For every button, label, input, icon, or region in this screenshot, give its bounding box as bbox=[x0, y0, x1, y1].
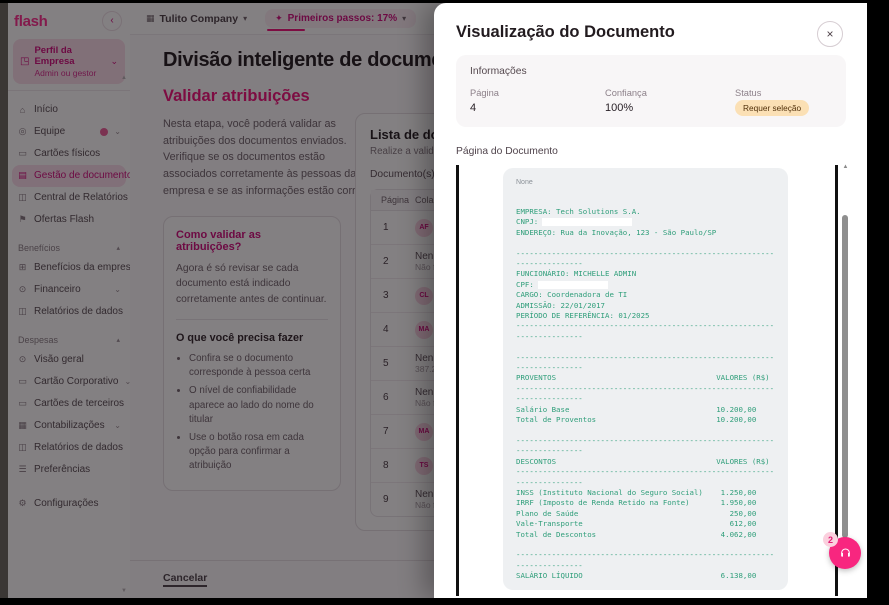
document-line: --------------- bbox=[516, 331, 583, 341]
confidence-value: 100% bbox=[605, 102, 634, 114]
document-preview-modal bbox=[434, 3, 867, 598]
document-line: CPF: bbox=[516, 280, 775, 290]
document-line: CARGO: Coordenadora de TI bbox=[516, 290, 628, 300]
document-line: --------------- bbox=[516, 363, 583, 373]
app-window bbox=[0, 3, 867, 598]
document-line bbox=[516, 238, 775, 248]
document-line: ENDEREÇO: Rua da Inovação, 123 - São Paulo/SP bbox=[516, 227, 717, 237]
document-line: SALÁRIO LÍQUIDO 6.138,00 bbox=[516, 571, 757, 581]
support-chat-button[interactable] bbox=[827, 534, 861, 569]
document-line: Plano de Saúde 250,00 bbox=[516, 508, 757, 518]
document-text bbox=[516, 207, 775, 582]
document-line: --------------- bbox=[516, 394, 583, 404]
status-label: Status bbox=[735, 88, 762, 98]
document-line: Total de Descontos 4.062,00 bbox=[516, 529, 757, 539]
document-line: IRRF (Imposto de Renda Retido na Fonte) 1.950,00 bbox=[516, 498, 757, 508]
status-badge: Requer seleção bbox=[735, 100, 809, 116]
document-line: EMPRESA: Tech Solutions S.A. bbox=[516, 207, 641, 216]
modal-title: Visualização do Documento bbox=[456, 23, 675, 41]
page-label: Página bbox=[470, 88, 499, 98]
document-line: PROVENTOS VALORES (R$) bbox=[516, 373, 770, 383]
info-card bbox=[456, 55, 846, 127]
document-line: ---------------------------------------------------------- bbox=[516, 467, 775, 477]
document-line: --------------- bbox=[516, 259, 583, 269]
document-line: Vale-Transporte 612,00 bbox=[516, 519, 757, 529]
document-line: INSS (Instituto Nacional do Seguro Social) 1.250,00 bbox=[516, 487, 757, 497]
document-viewer bbox=[434, 163, 867, 598]
viewer-scrollbar bbox=[840, 163, 851, 598]
document-line: --------------- bbox=[516, 560, 583, 570]
redacted-value bbox=[542, 218, 632, 226]
document-line: ---------------------------------------------------------- bbox=[516, 352, 775, 362]
document-line: --------------- bbox=[516, 446, 583, 456]
document-line: ADMISSÃO: 22/01/2017 bbox=[516, 300, 605, 310]
document-line: --------------- bbox=[516, 477, 583, 487]
viewer-left-edge bbox=[456, 165, 459, 596]
document-line: Salário Base 10.200,00 bbox=[516, 404, 757, 414]
document-line bbox=[516, 342, 775, 352]
document-page bbox=[503, 168, 788, 590]
scrollbar-thumb[interactable] bbox=[842, 215, 848, 538]
document-line: FUNCIONÁRIO: MICHELLE ADMIN bbox=[516, 269, 637, 279]
info-card-title: Informações bbox=[470, 66, 527, 77]
document-line: Total de Proventos 10.200,00 bbox=[516, 415, 757, 425]
close-button[interactable] bbox=[817, 21, 843, 47]
scroll-up-icon[interactable]: ▲ bbox=[842, 164, 849, 170]
document-line: ---------------------------------------------------------- bbox=[516, 321, 775, 331]
document-line bbox=[516, 426, 775, 436]
viewer-right-edge bbox=[835, 165, 838, 596]
viewer-label: Página do Documento bbox=[456, 146, 558, 157]
headset-icon bbox=[838, 546, 853, 561]
chat-notification-badge: 2 bbox=[823, 532, 838, 547]
confidence-label: Confiança bbox=[605, 88, 647, 98]
document-meta: None bbox=[516, 179, 533, 186]
document-line: ---------------------------------------------------------- bbox=[516, 383, 775, 393]
document-line bbox=[516, 540, 775, 550]
document-line: ---------------------------------------------------------- bbox=[516, 550, 775, 560]
document-line: CNPJ: bbox=[516, 217, 775, 227]
document-line: ---------------------------------------------------------- bbox=[516, 248, 775, 258]
page-value: 4 bbox=[470, 102, 477, 114]
close-icon: × bbox=[826, 27, 834, 41]
redacted-value bbox=[538, 281, 608, 289]
document-line: PERÍODO DE REFERÊNCIA: 01/2025 bbox=[516, 311, 650, 321]
document-line: DESCONTOS VALORES (R$) bbox=[516, 456, 770, 466]
document-line: ---------------------------------------------------------- bbox=[516, 435, 775, 445]
